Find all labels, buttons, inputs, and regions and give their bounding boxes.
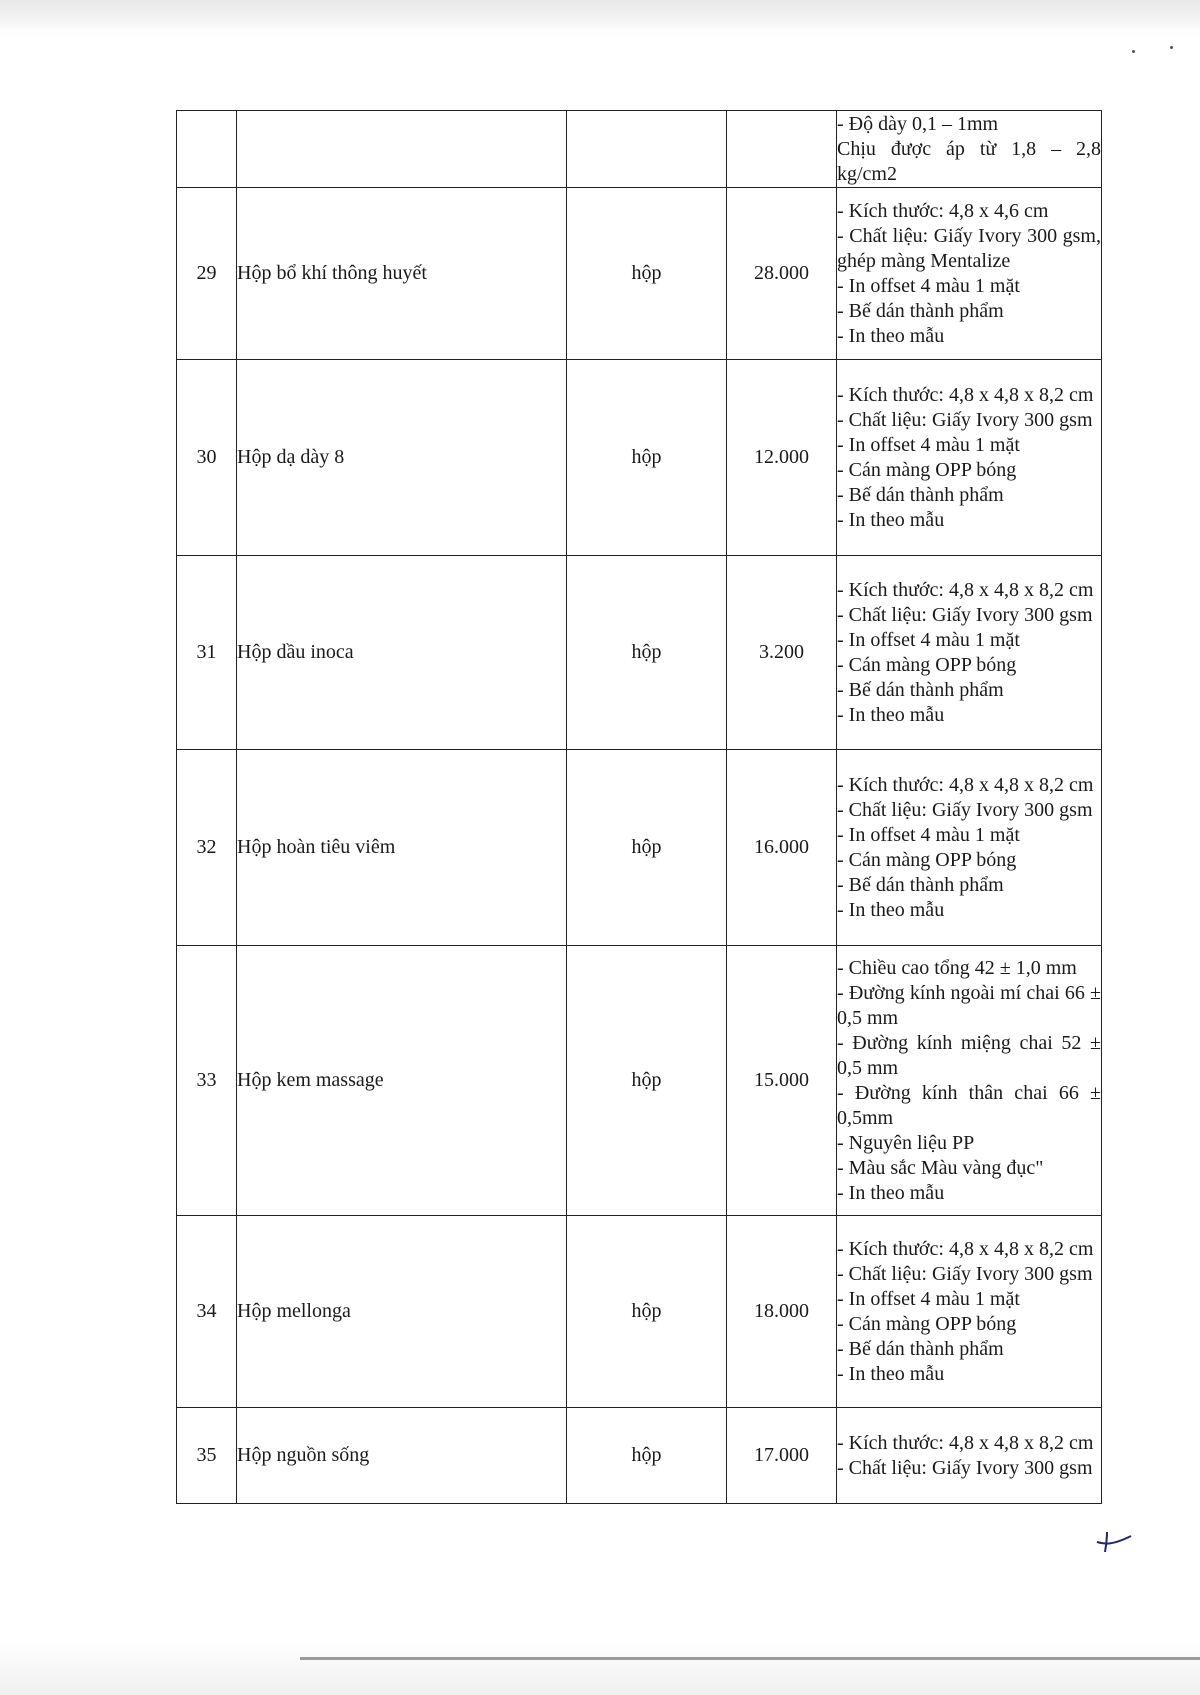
spec-line: - Bế dán thành phẩm [837,299,1004,322]
item-specification [837,556,1102,750]
spec-line: - In theo mẫu [837,508,945,531]
item-specification [837,111,1102,188]
spec-line: - Chiều cao tổng 42 ± 1,0 mm [837,956,1077,979]
spec-line: - In offset 4 màu 1 mặt [837,1287,1020,1310]
spec-line: - Bế dán thành phẩm [837,483,1004,506]
item-quantity: 18.000 [727,1216,837,1408]
item-unit: hộp [567,1216,727,1408]
row-number [177,111,237,188]
item-name: Hộp kem massage [237,946,567,1216]
item-name: Hộp mellonga [237,1216,567,1408]
spec-line: - Kích thước: 4,8 x 4,8 x 8,2 cm [837,1431,1094,1454]
spec-line: - Kích thước: 4,8 x 4,8 x 8,2 cm [837,383,1094,406]
initial-signature-mark [1093,1530,1133,1554]
item-quantity: 3.200 [727,556,837,750]
spec-line: - Chất liệu: Giấy Ivory 300 gsm, ghép màng Mentalize [837,224,1101,272]
spec-line: - Kích thước: 4,8 x 4,8 x 8,2 cm [837,1237,1094,1260]
item-specification [837,750,1102,946]
spec-line: - Cán màng OPP bóng [837,1312,1017,1335]
table-row [177,360,1102,556]
spec-line: - Chất liệu: Giấy Ivory 300 gsm [837,603,1093,626]
spec-line: - Chất liệu: Giấy Ivory 300 gsm [837,1262,1093,1285]
item-name: Hộp dầu inoca [237,556,567,750]
item-unit: hộp [567,360,727,556]
spec-line: - Chất liệu: Giấy Ivory 300 gsm [837,798,1093,821]
item-name [237,111,567,188]
table-row [177,1216,1102,1408]
spec-line: - In offset 4 màu 1 mặt [837,274,1020,297]
table-row [177,946,1102,1216]
specification-table [176,110,1102,1504]
spec-line: - Đường kính ngoài mí chai 66 ± 0,5 mm [837,981,1101,1029]
spec-line: - In theo mẫu [837,324,945,347]
table-row [177,188,1102,360]
row-number: 30 [177,360,237,556]
spec-line: - Đường kính thân chai 66 ± 0,5mm [837,1081,1101,1129]
spec-line: - Màu sắc Màu vàng đục" [837,1156,1044,1179]
item-specification [837,360,1102,556]
item-name: Hộp nguồn sống [237,1408,567,1504]
spec-line: - Nguyên liệu PP [837,1131,975,1154]
item-unit: hộp [567,1408,727,1504]
spec-line: - Chất liệu: Giấy Ivory 300 gsm [837,1456,1093,1479]
item-quantity [727,111,837,188]
table-body [177,111,1102,1504]
spec-line: Chịu được áp từ 1,8 – 2,8 kg/cm2 [837,137,1101,185]
spec-line: - Cán màng OPP bóng [837,848,1017,871]
spec-line: - Bế dán thành phẩm [837,678,1004,701]
spec-line: - Bế dán thành phẩm [837,873,1004,896]
item-quantity: 12.000 [727,360,837,556]
spec-line: - Bế dán thành phẩm [837,1337,1004,1360]
item-quantity: 16.000 [727,750,837,946]
item-unit: hộp [567,750,727,946]
spec-line: - Cán màng OPP bóng [837,458,1017,481]
row-number: 29 [177,188,237,360]
spec-line: - In theo mẫu [837,1181,945,1204]
spec-line: - In theo mẫu [837,1362,945,1385]
spec-line: - Đường kính miệng chai 52 ± 0,5 mm [837,1031,1101,1079]
item-unit: hộp [567,188,727,360]
spec-line: - Kích thước: 4,8 x 4,8 x 8,2 cm [837,773,1094,796]
spec-line: - Độ dày 0,1 – 1mm [837,112,999,135]
item-unit: hộp [567,946,727,1216]
spec-line: - In theo mẫu [837,703,945,726]
item-specification [837,946,1102,1216]
item-name: Hộp hoàn tiêu viêm [237,750,567,946]
item-specification [837,1216,1102,1408]
scan-shadow-top [0,0,1200,30]
spec-line: - Chất liệu: Giấy Ivory 300 gsm [837,408,1093,431]
row-number: 35 [177,1408,237,1504]
spec-line: - Kích thước: 4,8 x 4,6 cm [837,199,1049,222]
table-row [177,750,1102,946]
row-number: 31 [177,556,237,750]
table-row [177,556,1102,750]
item-name: Hộp dạ dày 8 [237,360,567,556]
scan-speck [1132,50,1135,53]
spec-line: - In offset 4 màu 1 mặt [837,628,1020,651]
item-unit: hộp [567,556,727,750]
spec-line: - Cán màng OPP bóng [837,653,1017,676]
row-number: 33 [177,946,237,1216]
scan-edge-line [300,1657,1200,1660]
item-quantity: 28.000 [727,188,837,360]
row-number: 34 [177,1216,237,1408]
item-name: Hộp bổ khí thông huyết [237,188,567,360]
table-row [177,111,1102,188]
spec-line: - In offset 4 màu 1 mặt [837,823,1020,846]
row-number: 32 [177,750,237,946]
spec-line: - In theo mẫu [837,898,945,921]
spec-line: - In offset 4 màu 1 mặt [837,433,1020,456]
item-specification [837,188,1102,360]
item-specification [837,1408,1102,1504]
item-quantity: 15.000 [727,946,837,1216]
spec-line: - Kích thước: 4,8 x 4,8 x 8,2 cm [837,578,1094,601]
table-row [177,1408,1102,1504]
item-quantity: 17.000 [727,1408,837,1504]
scan-speck [1170,46,1173,49]
item-unit [567,111,727,188]
